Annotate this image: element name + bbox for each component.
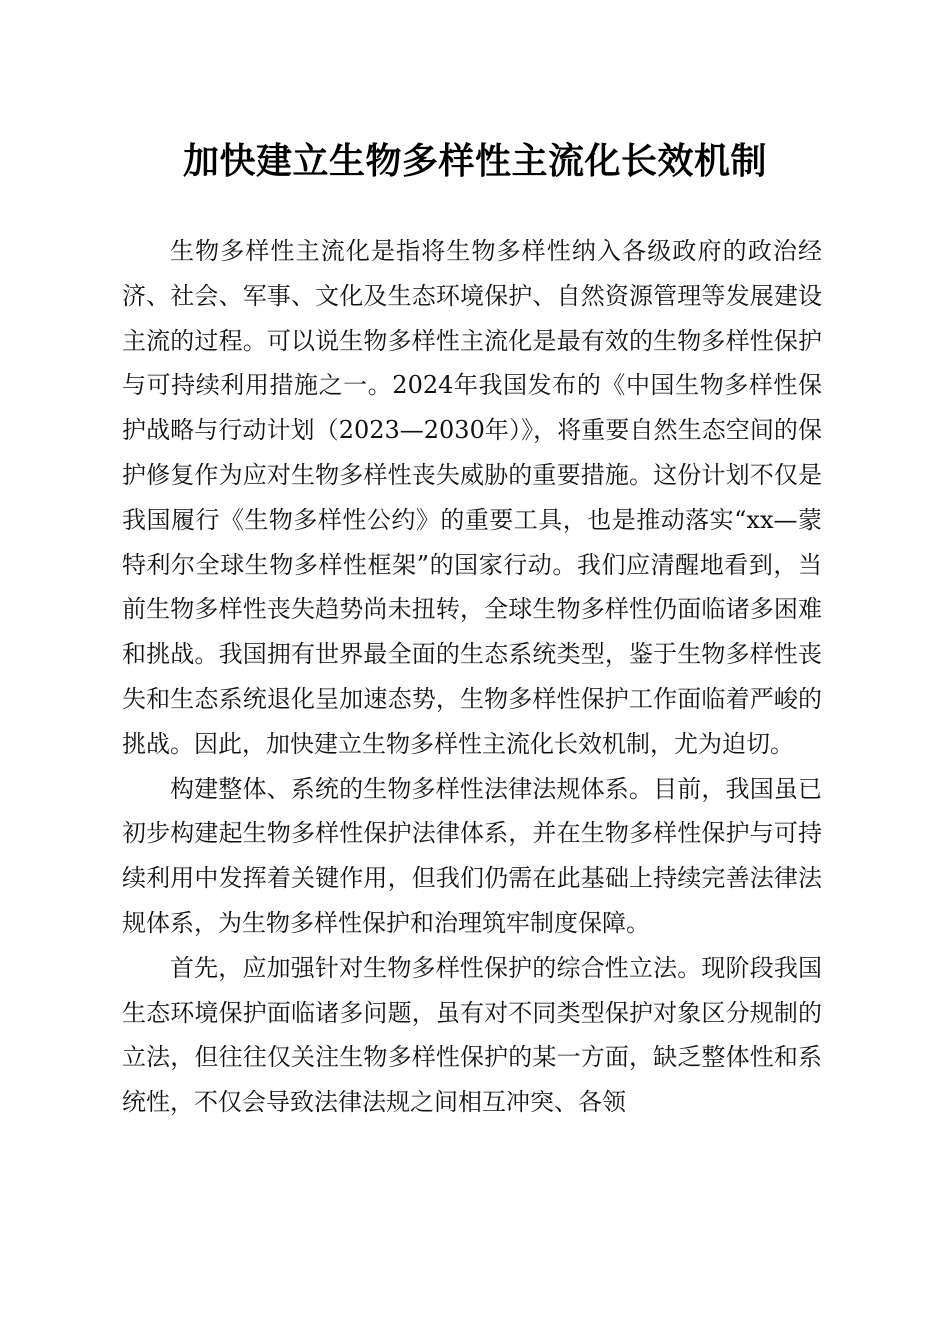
paragraph-intro: 生物多样性主流化是指将生物多样性纳入各级政府的政治经济、社会、军事、文化及生态环境保护、自然资源管理等发展建设主流的过程。可以说生物多样性主流化是最有效的生物多样性保护与可持续利用措施之一。2024年我国发布的《中国生物多样性保护战略与行动计划（2023—2030年）》，将重要自然生态空间的保护修复作为应对生物多样性丧失威胁的重要措施。这份计划不仅是我国履行《生物多样性公约》的重要工具，也是推动落实“xx—蒙特利尔全球生物多样性框架”的国家行动。我们应清醒地看到，当前生物多样性丧失趋势尚未扭转，全球生物多样性仍面临诸多困难和挑战。我国拥有世界最全面的生态系统类型，鉴于生物多样性丧失和生态系统退化呈加速态势，生物多样性保护工作面临着严峻的挑战。因此，加快建立生物多样性主流化长效机制，尤为迫切。: [122, 237, 822, 758]
paragraph-comprehensive-legislation: 首先，应加强针对生物多样性保护的综合性立法。现阶段我国生态环境保护面临诸多问题，虽有对不同类型保护对象区分规制的立法，但往往仅关注生物多样性保护的某一方面，缺乏整体性和系统性，不仅会导致法律法规之间相互冲突、各领: [122, 953, 822, 1117]
document-title: 加快建立生物多样性主流化长效机制: [182, 140, 767, 182]
paragraph-legal-system: 构建整体、系统的生物多样性法律法规体系。目前，我国虽已初步构建起生物多样性保护法律体系，并在生物多样性保护与可持续利用中发挥着关键作用，但我们仍需在此基础上持续完善法律法规体系，为生物多样性保护和治理筑牢制度保障。: [122, 774, 822, 937]
document-body: [122, 229, 822, 1125]
